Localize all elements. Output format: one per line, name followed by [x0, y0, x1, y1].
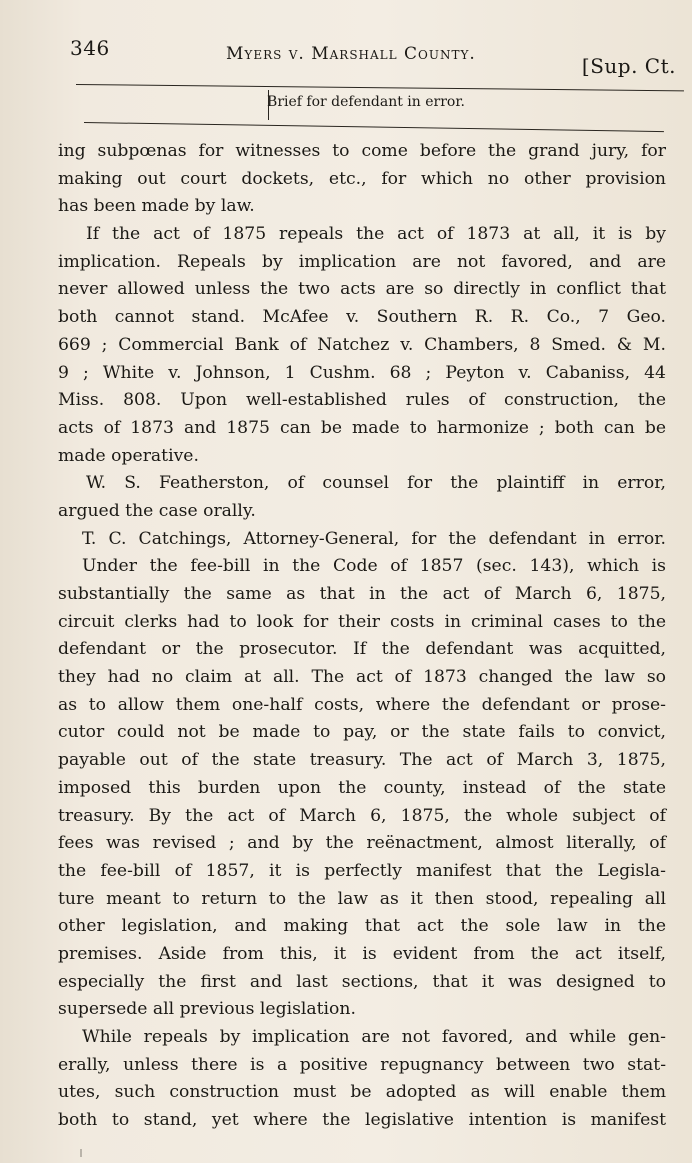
text-line: has been made by law.	[58, 196, 255, 217]
page-number: 346	[70, 36, 110, 60]
text-line: treasury. By the act of March 6, 1875, the whole subject of	[58, 805, 666, 826]
text-line: imposed this burden upon the county, instead of the state	[58, 777, 666, 798]
text-line: erally, unless there is a positive repugnancy between two stat-	[58, 1054, 666, 1075]
text-line: Miss. 808. Upon well-established rules of construction, the	[58, 390, 666, 411]
text-line: supersede all previous legislation.	[58, 999, 356, 1020]
text-line: substantially the same as that in the act of March 6, 1875,	[58, 584, 666, 604]
subheader-rule	[84, 122, 664, 132]
text-line: making out court dockets, etc., for which no other provision	[58, 168, 666, 189]
text-line: they had no claim at all. The act of 1873 changed the law so	[58, 667, 666, 688]
text-line: utes, such construction must be adopted as will enable them	[58, 1082, 666, 1103]
running-title: Myers v. Marshall County.	[226, 44, 476, 64]
text-line: never allowed unless the two acts are so directly in conflict that	[58, 279, 666, 300]
page-header	[70, 30, 676, 86]
text-line: as to allow them one-half costs, where the defendant or prose-	[58, 694, 666, 715]
text-line: 669 ; Commercial Bank of Natchez v. Chambers, 8 Smed. & M.	[58, 334, 666, 355]
text-line: other legislation, and making that act the sole law in the	[58, 916, 666, 937]
text-line: While repeals by implication are not favored, and while gen-	[82, 1027, 666, 1047]
text-line: W. S. Featherston, of counsel for the plaintiff in error,	[86, 473, 666, 494]
page-mark	[80, 1149, 82, 1157]
court-reference: [Sup. Ct.	[581, 54, 676, 78]
text-line: made operative.	[58, 445, 199, 466]
text-line: circuit clerks had to look for their costs in criminal cases to the	[58, 611, 666, 632]
text-line: ing subpœnas for witnesses to come before the grand jury, for	[58, 141, 666, 161]
text-line: premises. Aside from this, it is evident from the act itself,	[58, 943, 666, 964]
text-line: the fee-bill of 1857, it is perfectly manifest that the Legisla-	[58, 860, 666, 881]
brief-subheader: Brief for defendant in error.	[267, 94, 465, 110]
text-line: both cannot stand. McAfee v. Southern R. R. Co., 7 Geo.	[58, 307, 666, 328]
text-line: both to stand, yet where the legislative intention is manifest	[58, 1110, 666, 1131]
text-line: T. C. Catchings, Attorney-General, for the defendant in error.	[82, 528, 666, 549]
text-line: Under the fee-bill in the Code of 1857 (sec. 143), which is	[82, 556, 666, 577]
text-line: implication. Repeals by implication are not favored, and are	[58, 251, 666, 272]
text-line: acts of 1873 and 1875 can be made to harmonize ; both can be	[58, 417, 666, 438]
text-line: fees was revised ; and by the reënactment, almost literally, of	[58, 833, 666, 854]
text-line: 9 ; White v. Johnson, 1 Cushm. 68 ; Peyton v. Cabaniss, 44	[58, 362, 666, 383]
text-line: defendant or the prosecutor. If the defendant was acquitted,	[58, 639, 666, 660]
text-line: ture meant to return to the law as it then stood, repealing all	[58, 888, 666, 909]
text-line: If the act of 1875 repeals the act of 1873 at all, it is by	[86, 224, 666, 245]
text-line: cutor could not be made to pay, or the state fails to convict,	[58, 722, 666, 743]
text-line: argued the case orally.	[58, 500, 256, 521]
page-body	[58, 138, 666, 1135]
text-line: especially the first and last sections, that it was designed to	[58, 971, 666, 992]
text-line: payable out of the state treasury. The act of March 3, 1875,	[58, 750, 666, 771]
